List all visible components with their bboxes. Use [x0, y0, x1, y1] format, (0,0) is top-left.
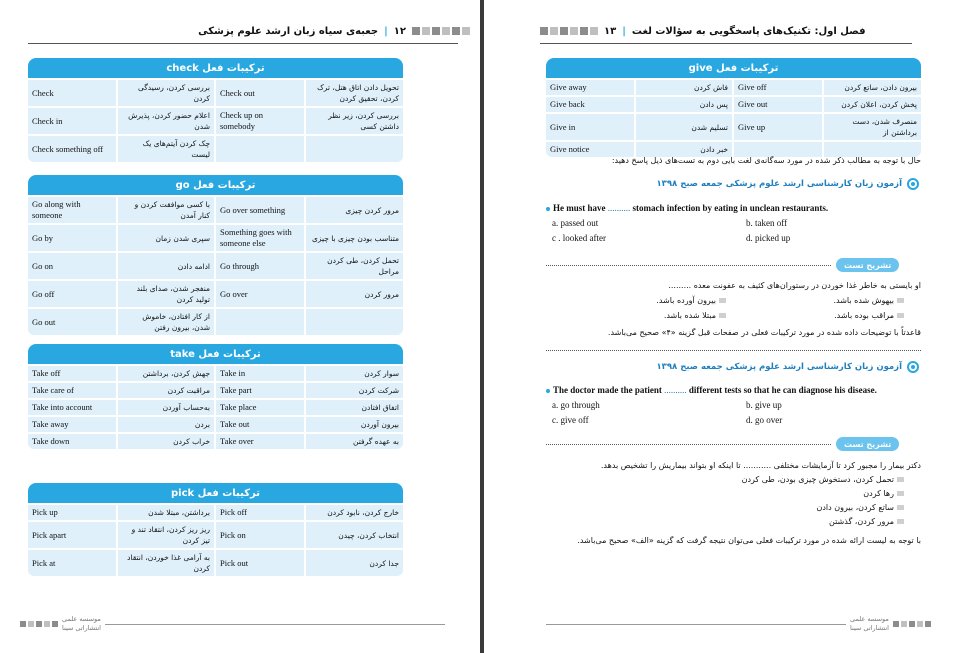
table-grid: [546, 78, 921, 157]
phrasal-verb-cell: Check up on somebody: [216, 108, 304, 134]
phrasal-verb-cell: Go out: [28, 309, 116, 335]
q1-explain-opt1: بیهوش شده باشد.: [734, 295, 904, 307]
header-decoration-icon: [540, 27, 598, 35]
meaning-cell: سوار کردن: [306, 366, 403, 381]
meaning-cell: خارج کردن، نابود کردن: [306, 505, 403, 520]
meaning-cell: با کسی موافقت کردن و کنار آمدن: [118, 197, 214, 223]
table-pick: [28, 483, 403, 576]
target-icon: [907, 361, 919, 373]
meaning-cell: مراقبت کردن: [118, 383, 214, 398]
q2-option-c[interactable]: c. give off: [552, 415, 589, 425]
phrasal-verb-cell: Take place: [216, 400, 304, 415]
meaning-cell: پس دادن: [636, 97, 732, 112]
left-page-number: ۱۲: [393, 25, 406, 37]
meaning-cell: برداشتن، مبتلا شدن: [118, 505, 214, 520]
left-header-rule: [28, 43, 458, 44]
phrasal-verb-cell: [216, 136, 304, 162]
left-header: جعبه‌ی سیاه زبان ارشد علوم پزشکی | ۱۲: [190, 20, 470, 42]
phrasal-verb-cell: Go by: [28, 225, 116, 251]
meaning-cell: سپری شدن زمان: [118, 225, 214, 251]
meaning-cell: بردن: [118, 417, 214, 432]
meaning-cell: شرکت کردن: [306, 383, 403, 398]
meaning-cell: چک کردن آیتم‌های یک لیست: [118, 136, 214, 162]
meaning-cell: بررسی کردن، رسیدگی کردن: [118, 80, 214, 106]
meaning-cell: فاش کردن: [636, 80, 732, 95]
phrasal-verb-cell: Go along with someone: [28, 197, 116, 223]
meaning-cell: تسلیم شدن: [636, 114, 732, 140]
left-footer: [20, 615, 445, 633]
q1-option-b[interactable]: b. taken off: [746, 218, 788, 228]
checkbox-icon: [897, 519, 904, 524]
right-header-rule: [540, 43, 912, 44]
phrasal-verb-cell: Go through: [216, 253, 304, 279]
meaning-cell: تحویل دادن اتاق هتل، ترک کردن، تحقیق کردن: [306, 80, 403, 106]
phrasal-verb-cell: Give in: [546, 114, 634, 140]
table-take: [28, 344, 403, 449]
q1-explain-opt3: مراقب بوده باشد.: [734, 310, 904, 322]
meaning-cell: به عهده گرفتن: [306, 434, 403, 449]
meaning-cell: بررسی کردن، زیر نظر داشتن کسی: [306, 108, 403, 134]
phrasal-verb-cell: Go over: [216, 281, 304, 307]
meaning-cell: به‌حساب آوردن: [118, 400, 214, 415]
q1-option-d[interactable]: d. picked up: [746, 233, 791, 243]
table-title: ترکیبات فعل check: [28, 58, 403, 78]
phrasal-verb-cell: Check: [28, 80, 116, 106]
phrasal-verb-cell: Take off: [28, 366, 116, 381]
q1-explain-opt2: بیرون آورده باشد.: [546, 295, 726, 307]
right-page-number: ۱۳: [604, 25, 617, 37]
phrasal-verb-cell: Take out: [216, 417, 304, 432]
right-footer: [546, 615, 931, 633]
table-grid: [28, 195, 403, 335]
meaning-cell: خراب کردن: [118, 434, 214, 449]
table-title: ترکیبات فعل take: [28, 344, 403, 364]
meaning-cell: جدا کردن: [306, 550, 403, 576]
phrasal-verb-cell: Take in: [216, 366, 304, 381]
phrasal-verb-cell: Give off: [734, 80, 822, 95]
checkbox-icon: [897, 491, 904, 496]
q1-option-c[interactable]: c . looked after: [552, 233, 606, 243]
q2-explain-opt2: رها کردن: [604, 488, 904, 500]
phrasal-verb-cell: Give notice: [546, 142, 634, 157]
checkbox-icon: [719, 313, 726, 318]
phrasal-verb-cell: Give out: [734, 97, 822, 112]
left-header-title: جعبه‌ی سیاه زبان ارشد علوم پزشکی: [198, 25, 379, 37]
footer-publisher-line2: انتشاراتی سینا: [850, 624, 889, 632]
header-decoration-icon: [412, 27, 470, 35]
phrasal-verb-cell: Take down: [28, 434, 116, 449]
q2-explain-opt3: ساتع کردن، بیرون دادن: [604, 502, 904, 514]
checkbox-icon: [719, 298, 726, 303]
q2-explain-badge: تشریح تست: [836, 437, 899, 451]
q2-stem: The doctor made the patient .......... different tests so that he can diagnose his disease.: [546, 385, 926, 395]
meaning-cell: پخش کردن، اعلان کردن: [824, 97, 921, 112]
phrasal-verb-cell: Go on: [28, 253, 116, 279]
meaning-cell: جهش کردن، برداشتن: [118, 366, 214, 381]
q1-source: آزمون زبان کارشناسی ارشد علوم پزشکی جمعه صبح ۱۳۹۸: [656, 179, 902, 189]
q1-explain-main: او بایستی به خاطر غذا خوردن در رستوران‌های کثیف به عفونت معده .........: [668, 281, 921, 290]
meaning-cell: به آرامی غذا خوردن، انتقاد کردن: [118, 550, 214, 576]
phrasal-verb-cell: Take part: [216, 383, 304, 398]
meaning-cell: خبر دادن: [636, 142, 732, 157]
q1-stem: He must have .......... stomach infection by eating in unclean restaurants.: [546, 203, 926, 213]
right-page: [484, 0, 968, 653]
table-check: [28, 58, 403, 162]
section-divider: [546, 350, 921, 351]
phrasal-verb-cell: Pick up: [28, 505, 116, 520]
meaning-cell: اعلام حضور کردن، پذیرش شدن: [118, 108, 214, 134]
q2-explain-main: دکتر بیمار را مجبور کرد تا آزمایشات مختلفی ........... تا اینکه او بتواند بیماریش را تشخیص بدهد.: [600, 461, 921, 470]
phrasal-verb-cell: Take into account: [28, 400, 116, 415]
q2-conclusion: با توجه به لیست ارائه شده در مورد ترکیبات فعلی می‌توان نتیجه گرفت که گزینه «الف» صحیح می‌باشد.: [577, 536, 921, 545]
meaning-cell: اتفاق افتادن: [306, 400, 403, 415]
table-title: ترکیبات فعل pick: [28, 483, 403, 503]
checkbox-icon: [897, 477, 904, 482]
table-grid: [28, 78, 403, 162]
meaning-cell: از کار افتادن، خاموش شدن، بیرون رفتن: [118, 309, 214, 335]
q2-source: آزمون زبان کارشناسی ارشد علوم پزشکی جمعه صبح ۱۳۹۸: [656, 362, 902, 372]
q2-option-b[interactable]: b. give up: [746, 400, 782, 410]
phrasal-verb-cell: Take away: [28, 417, 116, 432]
q1-option-a[interactable]: a. passed out: [552, 218, 599, 228]
meaning-cell: [306, 136, 403, 162]
table-title: ترکیبات فعل give: [546, 58, 921, 78]
footer-decoration-icon: [893, 621, 931, 627]
footer-publisher-line1: موسسه علمی: [850, 615, 889, 623]
checkbox-icon: [897, 298, 904, 303]
meaning-cell: بیرون دادن، ساتع کردن: [824, 80, 921, 95]
table-grid: [28, 503, 403, 576]
footer-publisher-line2: انتشاراتی سینا: [62, 624, 101, 632]
meaning-cell: [306, 309, 403, 335]
phrasal-verb-cell: Pick at: [28, 550, 116, 576]
q2-explain-opt4: مرور کردن، گذشتن: [604, 516, 904, 528]
phrasal-verb-cell: Check something off: [28, 136, 116, 162]
phrasal-verb-cell: Give away: [546, 80, 634, 95]
phrasal-verb-cell: Check out: [216, 80, 304, 106]
phrasal-verb-cell: Pick out: [216, 550, 304, 576]
q2-dotted-rule: [546, 444, 831, 445]
phrasal-verb-cell: Pick on: [216, 522, 304, 548]
checkbox-icon: [897, 313, 904, 318]
table-title: ترکیبات فعل go: [28, 175, 403, 195]
meaning-cell: تحمل کردن، طی کردن مراحل: [306, 253, 403, 279]
q1-explain-badge: تشریح تست: [836, 258, 899, 272]
q2-option-a[interactable]: a. go through: [552, 400, 600, 410]
meaning-cell: منصرف شدن، دست برداشتن از: [824, 114, 921, 140]
meaning-cell: مرور کردن چیزی: [306, 197, 403, 223]
right-header-title: فصل اول: تکنیک‌های پاسخگویی به سؤالات لغت: [631, 25, 866, 37]
target-icon: [907, 178, 919, 190]
phrasal-verb-cell: Give up: [734, 114, 822, 140]
meaning-cell: مرور کردن: [306, 281, 403, 307]
meaning-cell: متناسب بودن چیزی با چیزی: [306, 225, 403, 251]
table-go: [28, 175, 403, 335]
q1-conclusion: قاعدتاً با توضیحات داده شده در مورد ترکیبات فعلی در صفحات قبل گزینه «۴» صحیح می‌باشد.: [607, 328, 921, 337]
meaning-cell: انتخاب کردن، چیدن: [306, 522, 403, 548]
phrasal-verb-cell: Check in: [28, 108, 116, 134]
phrasal-verb-cell: Pick off: [216, 505, 304, 520]
phrasal-verb-cell: Go over something: [216, 197, 304, 223]
table-grid: [28, 364, 403, 449]
footer-publisher-line1: موسسه علمی: [62, 615, 101, 623]
meaning-cell: بیرون آوردن: [306, 417, 403, 432]
checkbox-icon: [897, 505, 904, 510]
phrasal-verb-cell: Take care of: [28, 383, 116, 398]
q2-explain-opt1: تحمل کردن، دستخوش چیزی بودن، طی کردن: [604, 474, 904, 486]
footer-decoration-icon: [20, 621, 58, 627]
phrasal-verb-cell: [216, 309, 304, 335]
meaning-cell: منفجر شدن، صدای بلند تولید کردن: [118, 281, 214, 307]
phrasal-verb-cell: Take over: [216, 434, 304, 449]
meaning-cell: ادامه دادن: [118, 253, 214, 279]
phrasal-verb-cell: Something goes with someone else: [216, 225, 304, 251]
phrasal-verb-cell: Go off: [28, 281, 116, 307]
meaning-cell: ریز ریز کردن، انتقاد تند و تیز کردن: [118, 522, 214, 548]
phrasal-verb-cell: Give back: [546, 97, 634, 112]
phrasal-verb-cell: Pick apart: [28, 522, 116, 548]
q2-option-d[interactable]: d. go over: [746, 415, 783, 425]
q1-explain-opt4: مبتلا شده باشد.: [546, 310, 726, 322]
intro-text: حال با توجه به مطالب ذکر شده در مورد سه‌گانه‌ی لغت بایی دوم به تست‌های ذیل پاسخ دهید:: [611, 156, 921, 165]
right-header: ۱۳ | فصل اول: تکنیک‌های پاسخگویی به سؤالات لغت: [540, 20, 900, 42]
q1-dotted-rule: [546, 265, 831, 266]
table-give: [546, 58, 921, 157]
